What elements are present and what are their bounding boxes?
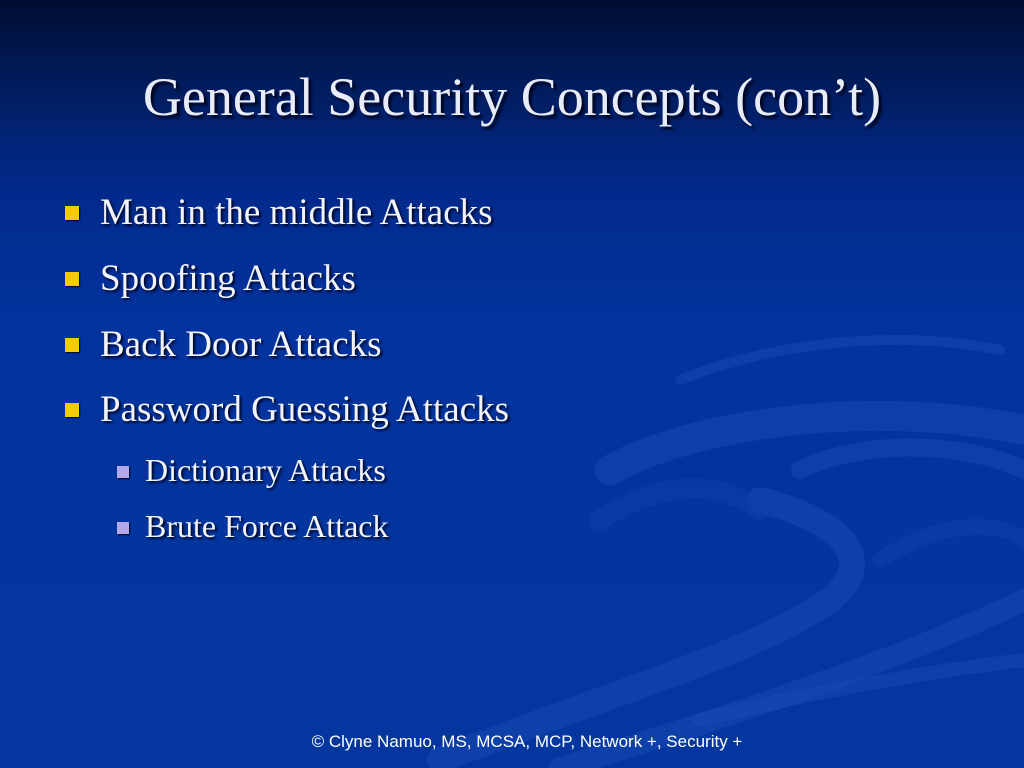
sub-bullet-text: Dictionary Attacks (145, 452, 386, 488)
bullet-text: Password Guessing Attacks (100, 389, 510, 430)
square-sub-bullet-icon (117, 466, 129, 478)
bullet-text: Back Door Attacks (100, 324, 382, 365)
square-sub-bullet-icon (117, 522, 129, 534)
bullet-text: Man in the middle Attacks (100, 192, 493, 233)
footer-copyright: © Clyne Namuo, MS, MCSA, MCP, Network +, Security + (311, 732, 743, 751)
sub-bullet-text: Brute Force Attack (145, 508, 389, 544)
square-bullet-icon (65, 403, 79, 417)
square-bullet-icon (65, 206, 79, 220)
square-bullet-icon (65, 338, 79, 352)
square-bullet-icon (65, 272, 79, 286)
slide-title: General Security Concepts (con’t) (142, 67, 882, 127)
bullet-text: Spoofing Attacks (100, 258, 356, 299)
